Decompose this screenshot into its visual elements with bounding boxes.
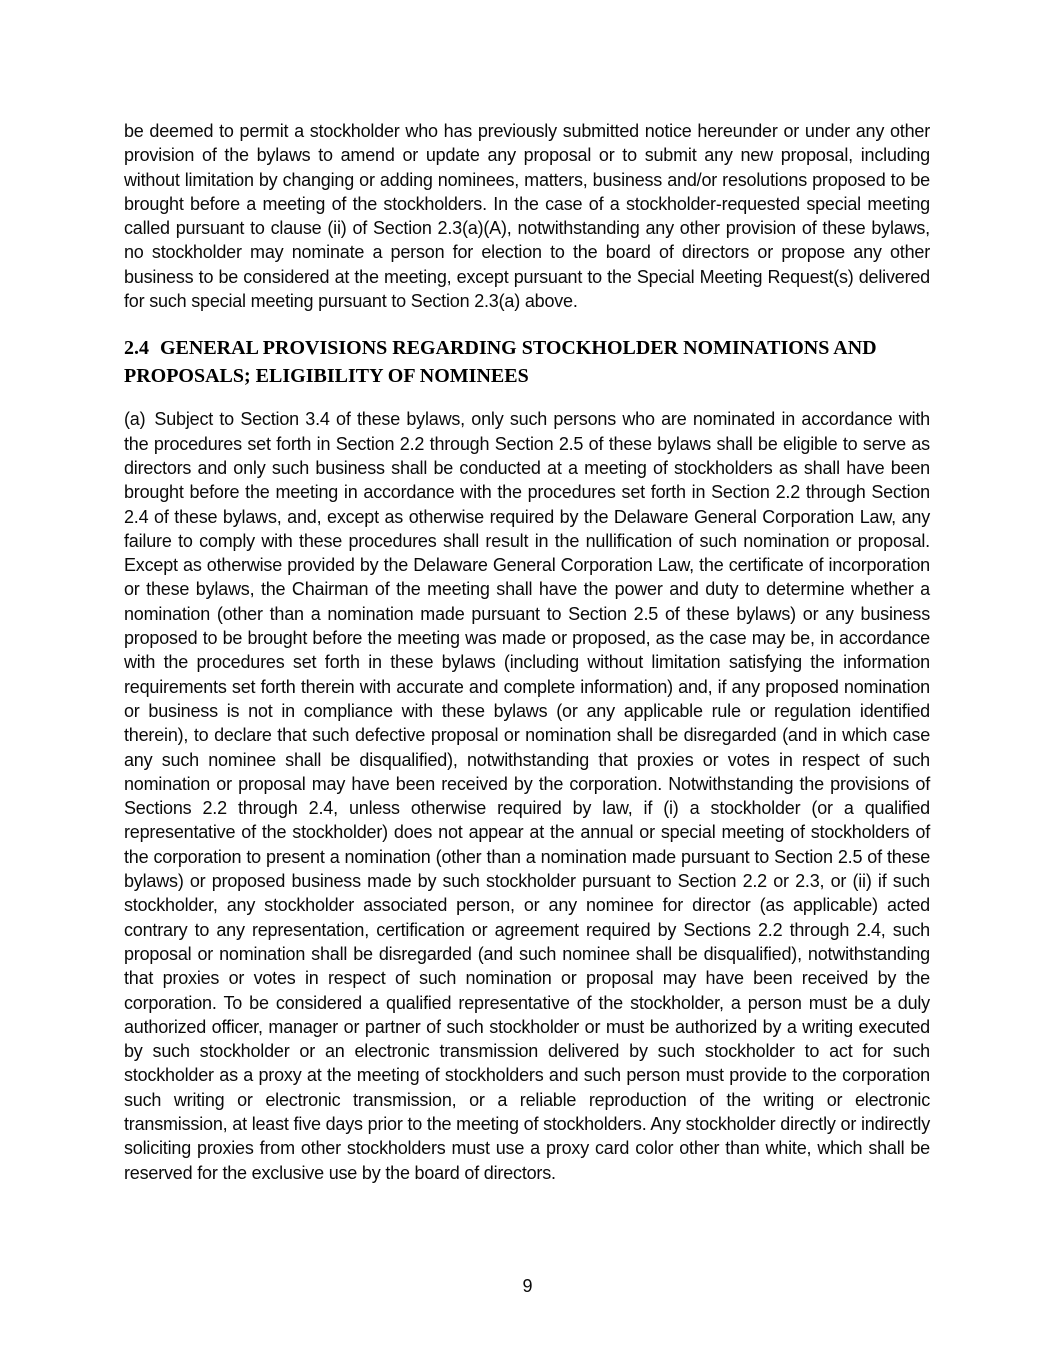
text-block xyxy=(124,119,930,1185)
section-heading-title: GENERAL PROVISIONS REGARDING STOCKHOLDER NOMINATIONS AND PROPOSALS; ELIGIBILITY OF NOMINEES xyxy=(124,337,877,388)
section-heading-number: 2.4 xyxy=(124,337,149,360)
paragraph-a-text: Subject to Section 3.4 of these bylaws, only such persons who are nominated in accordance with the procedures set forth in Section 2.2 through Section 2.5 of these bylaws shall be eligible to serve as directors and only such business shall be conducted at a meeting of stockholders as shall have been brought before the meeting in accordance with the procedures set forth in Section 2.2 through Section 2.4 of these bylaws, and, except as otherwise required by the Delaware General Corporation Law, any failure to comply with these procedures shall result in the nullification of such nomination or proposal. Except as otherwise provided by the Delaware General Corporation Law, the certificate of incorporation or these bylaws, the Chairman of the meeting shall have the power and duty to determine whether a nomination (other than a nomination made pursuant to Section 2.5 of these bylaws) or any business proposed to be brought before the meeting was made or proposed, as the case may be, in accordance with the procedures set forth in these bylaws (including without limitation satisfying the information requirements set forth therein with accurate and complete information) and, if any proposed nomination or business is not in compliance with these bylaws (or any applicable rule or regulation identified therein), to declare that such defective proposal or nomination shall be disregarded (and in which case any such nominee shall be disqualified), notwithstanding that proxies or votes in respect of such nomination or proposal may have been received by the corporation. Notwithstanding the provisions of Sections 2.2 through 2.4, unless otherwise required by law, if (i) a stockholder (or a qualified representative of the stockholder) does not appear at the annual or special meeting of stockholders of the corporation to present a nomination (other than a nomination made pursuant to Section 2.5 of these bylaws) or proposed business made by such stockholder pursuant to Section 2.2 or 2.3, or (ii) if such stockholder, any stockholder associated person, or any nominee for director (as applicable) acted contrary to any representation, certification or agreement required by Sections 2.2 through 2.4, such proposal or nomination shall be disregarded (and such nominee shall be disqualified), notwithstanding that proxies or votes in respect of such nomination or proposal may have been received by the corporation. To be considered a qualified representative of the stockholder, a person must be a duly authorized officer, manager or partner of such stockholder or must be authorized by a writing executed by such stockholder or an electronic transmission delivered by such stockholder to act for such stockholder as a proxy at the meeting of stockholders and such person must provide to the corporation such writing or electronic transmission, or a reliable reproduction of the writing or electronic transmission, at least five days prior to the meeting of stockholders. Any stockholder directly or indirectly soliciting proxies from other stockholders must use a proxy card color other than white, which shall be reserved for the exclusive use by the board of directors. xyxy=(124,409,930,1183)
paragraph-a-label: (a) xyxy=(124,409,146,430)
paragraph-a xyxy=(124,407,930,1185)
page-number: 9 xyxy=(522,1276,533,1296)
paragraph-intro: be deemed to permit a stockholder who has previously submitted notice hereunder or under any other provision of the bylaws to amend or update any proposal or to submit any new proposal, including without limitation by changing or adding nominees, matters, business and/or resolutions proposed to be brought before a meeting of the stockholders. In the case of a stockholder-requested special meeting called pursuant to clause (ii) of Section 2.3(a)(A), notwithstanding any other provision of these bylaws, no stockholder may nominate a person for election to the board of directors or propose any other business to be considered at the meeting, except pursuant to the Special Meeting Request(s) delivered for such special meeting pursuant to Section 2.3(a) above. xyxy=(124,121,930,312)
section-heading xyxy=(124,334,930,390)
